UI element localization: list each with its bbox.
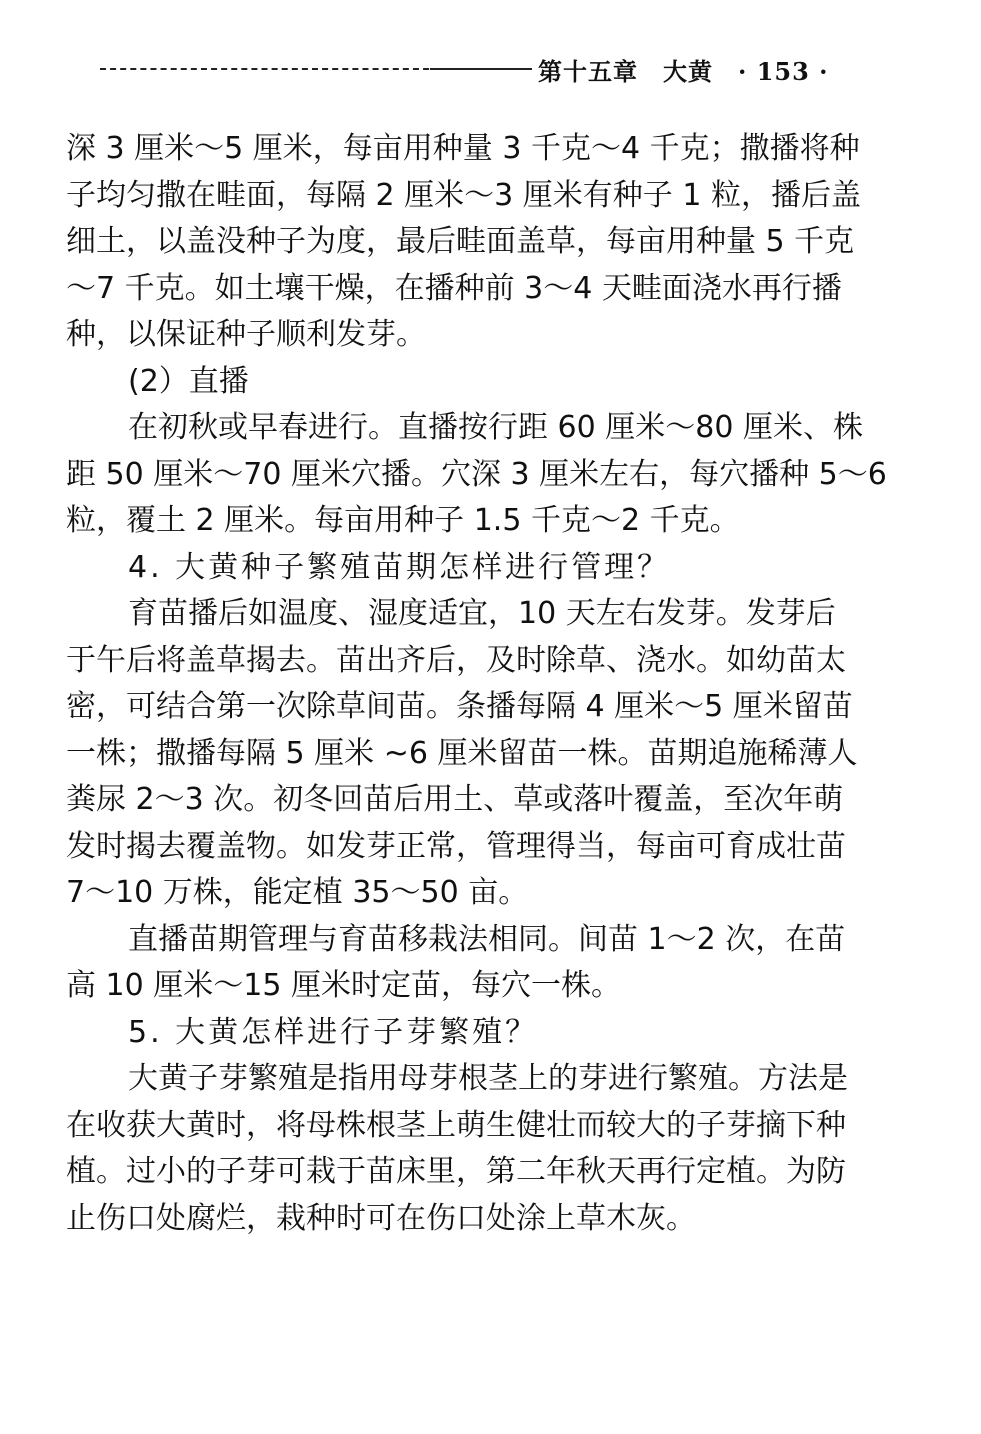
text-line: 子均匀撒在畦面，每隔 2 厘米～3 厘米有种子 1 粒，播后盖 [66,177,861,213]
text-line: 高 10 厘米～15 厘米时定苗，每穴一株。 [66,968,621,1003]
text-line: 细土，以盖没种子为度，最后畦面盖草，每亩用种量 5 千克 [66,224,855,259]
text-line: 种，以保证种子顺利发芽。 [66,317,426,352]
running-header [100,48,860,88]
page-body [66,126,896,1242]
paragraph-start: 在初秋或早春进行。直播按行距 60 厘米～80 厘米、株 [128,410,863,445]
paragraph-start: 大黄子芽繁殖是指用母芽根茎上的芽进行繁殖。方法是 [128,1061,848,1096]
question-heading: 5. 大黄怎样进行子芽繁殖？ [128,1014,539,1050]
text-line: 密，可结合第一次除草间苗。条播每隔 4 厘米～5 厘米留苗 [66,689,853,724]
subsection-heading: (2）直播 [128,363,249,399]
text-line: 在收获大黄时，将母株根茎上萌生健壮而较大的子芽摘下种 [66,1107,846,1143]
paragraph-start: 直播苗期管理与育苗移栽法相同。间苗 1～2 次，在苗 [128,921,846,957]
text-line: 距 50 厘米～70 厘米穴播。穴深 3 厘米左右，每穴播种 5～6 [66,456,887,492]
header-rule-solid [430,68,532,70]
question-heading: 4. 大黄种子繁殖苗期怎样进行管理？ [128,549,671,585]
text-line: 发时揭去覆盖物。如发芽正常，管理得当，每亩可育成壮苗 [66,828,846,864]
chapter-page-header: 第十五章 大黄 · 153 · [538,57,829,86]
text-line: 深 3 厘米～5 厘米，每亩用种量 3 千克～4 千克；撒播将种 [66,131,860,166]
text-line: 粪尿 2～3 次。初冬回苗后用土、草或落叶覆盖，至次年萌 [66,782,844,817]
text-line: ～7 千克。如土壤干燥，在播种前 3～4 天畦面浇水再行播 [66,270,842,306]
paragraph-start: 育苗播后如温度、湿度适宜，10 天左右发芽。发芽后 [128,596,836,631]
text-line: 一株；撒播每隔 5 厘米 ~6 厘米留苗一株。苗期追施稀薄人 [66,735,858,771]
text-line: 于午后将盖草揭去。苗出齐后，及时除草、浇水。如幼苗太 [66,642,846,678]
text-line: 止伤口处腐烂，栽种时可在伤口处涂上草木灰。 [66,1200,696,1236]
text-line: 7～10 万株，能定植 35～50 亩。 [66,875,529,910]
text-line: 植。过小的子芽可栽于苗床里，第二年秋天再行定植。为防 [66,1154,846,1189]
text-line: 粒，覆土 2 厘米。每亩用种子 1.5 千克～2 千克。 [66,503,740,538]
